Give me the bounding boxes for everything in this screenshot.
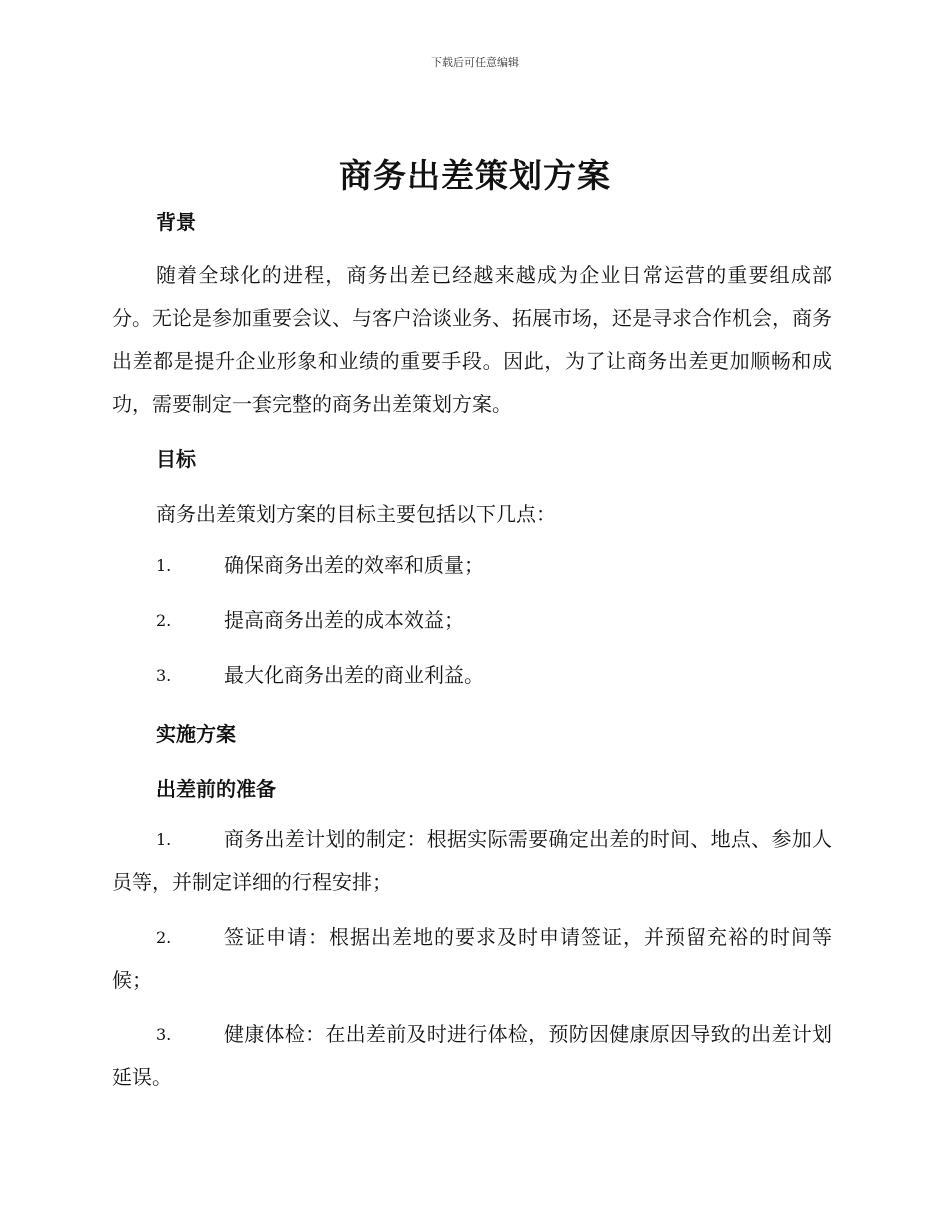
goal-item-1 bbox=[112, 544, 832, 587]
goals-intro: 商务出差策划方案的目标主要包括以下几点： bbox=[156, 502, 556, 526]
document-title: 商务出差策划方案 bbox=[339, 156, 611, 195]
prep-item-3 bbox=[112, 1013, 832, 1099]
list-number: 3. bbox=[156, 1025, 172, 1044]
list-number: 2. bbox=[156, 928, 172, 947]
prep-item-1 bbox=[112, 818, 832, 904]
list-number: 2. bbox=[156, 611, 172, 630]
subheading-preparation: 出差前的准备 bbox=[156, 777, 276, 801]
list-text: 确保商务出差的效率和质量； bbox=[224, 553, 484, 577]
list-number: 1. bbox=[156, 830, 172, 849]
list-text: 健康体检：在出差前及时进行体检，预防因健康原因导致的出差计划延误。 bbox=[112, 1022, 832, 1089]
header-note: 下载后可任意编辑 bbox=[431, 56, 519, 69]
goal-item-3 bbox=[112, 654, 832, 697]
goal-item-2 bbox=[112, 599, 832, 642]
list-text: 提高商务出差的成本效益； bbox=[224, 608, 464, 632]
heading-background: 背景 bbox=[156, 210, 196, 234]
list-number: 1. bbox=[156, 556, 172, 575]
prep-item-2 bbox=[112, 916, 832, 1002]
list-text: 签证申请：根据出差地的要求及时申请签证，并预留充裕的时间等候； bbox=[112, 925, 832, 992]
paragraph-background: 随着全球化的进程，商务出差已经越来越成为企业日常运营的重要组成部分。无论是参加重要会议、与客户洽谈业务、拓展市场，还是寻求合作机会，商务出差都是提升企业形象和业绩的重要手段。因此，为了让商务出差更加顺畅和成功，需要制定一套完整的商务出差策划方案。 bbox=[112, 263, 832, 416]
list-text: 最大化商务出差的商业利益。 bbox=[224, 663, 484, 687]
list-text: 商务出差计划的制定：根据实际需要确定出差的时间、地点、参加人员等，并制定详细的行程安排； bbox=[112, 827, 832, 894]
heading-goals: 目标 bbox=[156, 447, 196, 471]
list-number: 3. bbox=[156, 666, 172, 685]
heading-implementation: 实施方案 bbox=[156, 722, 236, 746]
